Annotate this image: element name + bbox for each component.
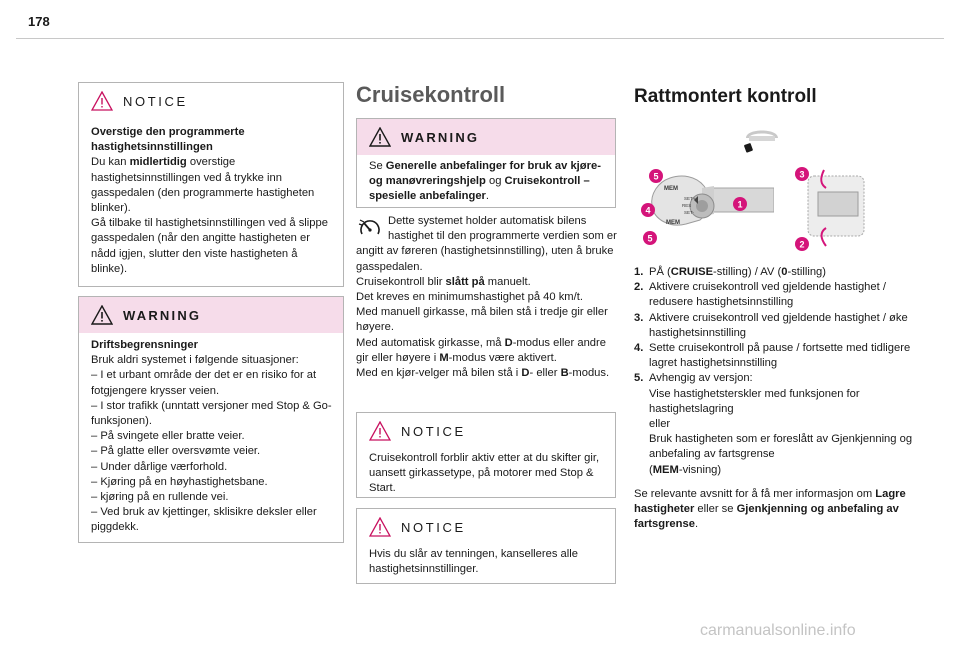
cruise-warning-box (356, 118, 616, 208)
warning-intro: Bruk aldri systemet i følgende situasjoner: (91, 354, 299, 367)
warning-item: – I stor trafikk (unntatt versjoner med Stop & Go-funksjonen). (91, 399, 332, 428)
set-plus-label: SET+ (684, 196, 696, 201)
list-item: 4. Sette cruisekontroll på pause / fortsette med tidligere lagret hastighetsinnstilling (634, 342, 911, 370)
warning-item: – På svingete eller bratte veier. (91, 430, 245, 443)
svg-text:4: 4 (645, 205, 651, 216)
warning-item: – I et urbant område der det er en risiko for at fotgjengere krysser veien. (91, 369, 317, 397)
notice-body (79, 119, 343, 285)
ratt-list (634, 265, 924, 532)
cruise-paragraph-6: Med en kjør-velger må bilen stå i D- eller B-modus. (356, 367, 610, 380)
warning-box-limitations (78, 296, 344, 543)
list-item: 5. Avhengig av versjon: Vise hastighetsterskler med funksjonen for hastighetslagring eller Bruk hastigheten som er foreslått av Gjenkjenning og anbefaling av fartsgrense (MEM-visning) (634, 372, 913, 476)
mem-label-bottom: MEM (666, 220, 680, 226)
ratt-title: Rattmontert kontroll (634, 86, 817, 107)
svg-text:5: 5 (647, 233, 653, 244)
page-number: 178 (28, 14, 50, 29)
warning-triangle-icon (369, 127, 391, 147)
warning-item: – kjøring på en rullende vei. (91, 491, 229, 504)
svg-text:5: 5 (653, 171, 659, 182)
warning-header (79, 297, 343, 333)
warning-triangle-icon (91, 305, 113, 325)
res-label: RES (682, 203, 692, 208)
cruise-stalk-illustration (640, 160, 774, 248)
warning-heading: Driftsbegrensninger (91, 339, 198, 351)
notice-title: NOTICE (123, 93, 188, 109)
cruise-paragraph-3: Det kreves en minimumshastighet på 40 km/t. (356, 291, 583, 304)
notice-box-speed-override (78, 82, 344, 287)
cruise-warning-body: Se Generelle anbefalinger for bruk av kjøre- og manøvreringshjelp og Cruisekontroll – spesielle anbefalinger. (369, 160, 601, 203)
speedometer-cruise-icon (358, 216, 382, 240)
warning-body (79, 333, 343, 544)
notice-heading: Overstige den programmerte hastighetsinnstillingen (91, 126, 245, 154)
ratt-footnote: Se relevante avsnitt for å få mer informasjon om Lagre hastigheter eller se Gjenkjenning og anbefaling av fartsgrense. (634, 487, 906, 531)
cruise-paragraph-1: Dette systemet holder automatisk bilens hastighet til den programmerte verdien som er angitt av føreren (hastighetsinnstilling), uten å bruke gasspedalen. (356, 215, 617, 273)
cruise-warning-title: WARNING (401, 129, 480, 145)
notice-title: NOTICE (401, 423, 466, 439)
warning-item: – På glatte eller oversvømte veier. (91, 445, 261, 458)
warning-item: – Kjøring på en høyhastighetsbane. (91, 475, 268, 488)
watermark: carmanualsonline.info (700, 622, 856, 639)
notice-body: Hvis du slår av tenningen, kanselleres alle hastighetsinnstillinger. (369, 548, 578, 576)
notice-title: NOTICE (401, 519, 466, 535)
svg-text:3: 3 (799, 169, 805, 180)
cruise-paragraph-2: Cruisekontroll blir slått på manuelt. (356, 275, 531, 288)
mem-label-top: MEM (664, 186, 678, 192)
notice-paragraph-1: Du kan midlertidig overstige hastighetsinnstillingen ved å trykke inn gasspedalen (den programmerte hastigheten blinker). (91, 156, 315, 215)
top-divider (16, 38, 944, 39)
cruise-paragraph-5: Med automatisk girkasse, må D-modus eller andre gir eller høyere i M-modus være aktivert. (356, 336, 606, 364)
notice-body: Cruisekontroll forblir aktiv etter at du skifter gir, uansett girkassetype, på motorer med Stop & Start. (369, 452, 600, 495)
warning-title: WARNING (123, 307, 202, 323)
cruise-section (356, 82, 618, 108)
svg-text:2: 2 (799, 239, 805, 250)
stalk-side-view-illustration (790, 162, 872, 254)
cruise-title: Cruisekontroll (356, 82, 506, 107)
warning-item: – Ved bruk av kjettinger, sklisikre deksler eller piggdekk. (91, 506, 317, 534)
steering-wheel-icon (742, 122, 782, 154)
list-item: 1. PÅ (CRUISE-stilling) / AV (0-stilling) (634, 266, 827, 278)
list-item: 2. Aktivere cruisekontroll ved gjeldende hastighet / redusere hastighetsinnstilling (634, 281, 886, 309)
caution-triangle-icon (369, 517, 391, 537)
caution-triangle-icon (369, 421, 391, 441)
cruise-notice-box-gear (356, 412, 616, 498)
list-item: 3. Aktivere cruisekontroll ved gjeldende hastighet / øke hastighetsinnstilling (634, 311, 908, 339)
notice-header (357, 509, 615, 545)
cruise-notice-box-ignition (356, 508, 616, 584)
warning-item: – Under dårlige værforhold. (91, 460, 228, 473)
notice-paragraph-2: Gå tilbake til hastighetsinnstillingen ved å slippe gasspedalen (når den angitte hastigheten er nådd igjen, slutter den viste hastigheten å blinke). (91, 217, 328, 275)
cruise-warning-header (357, 119, 615, 155)
svg-text:1: 1 (737, 199, 743, 210)
notice-header (357, 413, 615, 449)
notice-header (79, 83, 343, 119)
cruise-description (356, 214, 618, 381)
cruise-paragraph-4: Med manuell girkasse, må bilen stå i tredje gir eller høyere. (356, 306, 608, 334)
set-minus-label: SET- (684, 210, 695, 215)
caution-triangle-icon (91, 91, 113, 111)
